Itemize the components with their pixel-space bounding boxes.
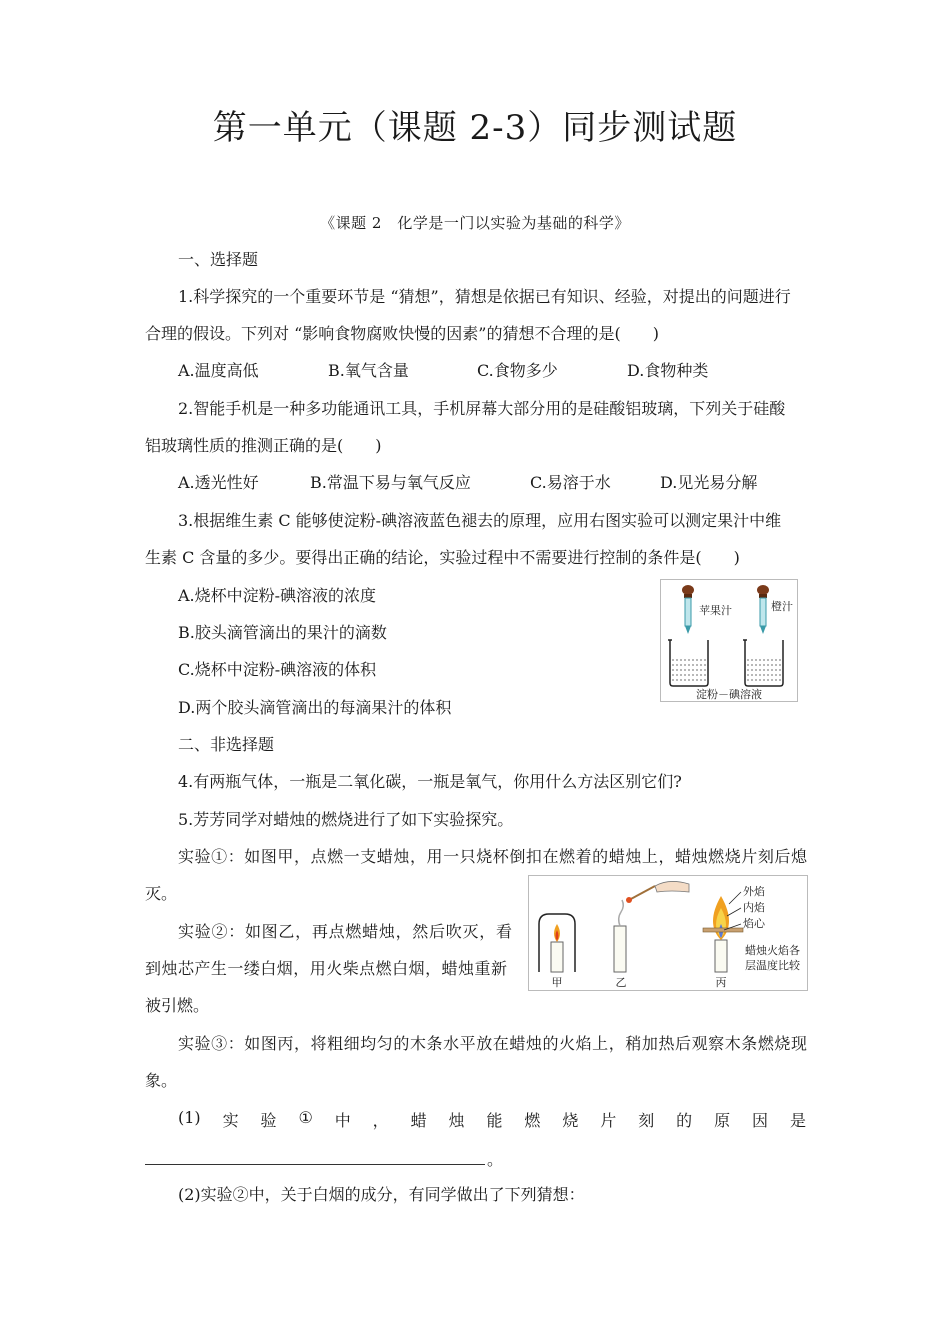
q5-exp2-line3: 被引燃。 xyxy=(145,996,210,1015)
q2-option-d: D.见光易分解 xyxy=(660,473,758,492)
q3-option-d: D.两个胶头滴管滴出的每滴果汁的体积 xyxy=(178,698,452,717)
page-title: 第一单元（课题 2-3）同步测试题 xyxy=(212,108,738,148)
label-yi: 乙 xyxy=(615,976,627,989)
right-beaker xyxy=(745,640,783,686)
q4-text: 4.有两瓶气体，一瓶是二氧化碳，一瓶是氧气，你用什么方法区别它们? xyxy=(178,772,682,791)
left-dropper-tip xyxy=(685,626,691,634)
q5-exp3-line1: 实验③：如图丙，将粗细均匀的木条水平放在蜡烛的火焰上，稍加热后观察木条燃烧现 xyxy=(178,1034,807,1053)
q2-line1: 2.智能手机是一种多功能通讯工具，手机屏幕大部分用的是硅酸铝玻璃，下列关于硅酸 xyxy=(178,399,786,418)
q5-sub2-text: (2)实验②中，关于白烟的成分，有同学做出了下列猜想： xyxy=(178,1185,585,1204)
q5-exp1-line1: 实验①：如图甲，点燃一支蜡烛，用一只烧杯倒扣在燃着的蜡烛上，蜡烛燃烧片刻后熄 xyxy=(178,847,807,866)
q3-line2: 生素 C 含量的多少。要得出正确的结论，实验过程中不需要进行控制的条件是( ) xyxy=(145,548,740,567)
q5-sub1-question: (1) 实 验 ① 中 ， 蜡 烛 能 燃 烧 片 刻 的 原 因 是 xyxy=(178,1108,806,1130)
white-smoke xyxy=(619,900,624,926)
q2-option-b: B.常温下易与氧气反应 xyxy=(310,473,471,492)
left-dropper-tube xyxy=(685,598,691,626)
q3-option-b: B.胶头滴管滴出的果汁的滴数 xyxy=(178,623,387,642)
q1-option-d: D.食物种类 xyxy=(627,361,709,380)
q1-option-c: C.食物多少 xyxy=(477,361,558,380)
right-beaker-solution xyxy=(747,660,781,680)
lesson-subtitle: 《课题 2 化学是一门以实验为基础的科学》 xyxy=(320,214,630,232)
candle-yi xyxy=(614,926,626,972)
candle-experiment-figure xyxy=(528,875,808,991)
q2-line2: 铝玻璃性质的推测正确的是( ) xyxy=(145,436,382,455)
match-stick xyxy=(629,886,655,900)
left-beaker-solution xyxy=(672,660,706,680)
label-inner-flame: 内焰 xyxy=(743,901,765,914)
label-bing: 丙 xyxy=(715,976,727,989)
label-flame-core: 焰心 xyxy=(743,917,765,930)
section-heading-choice: 一、选择题 xyxy=(178,250,259,269)
caption-line1: 蜡烛火焰各 xyxy=(745,944,800,957)
left-beaker xyxy=(670,640,708,686)
q3-line1: 3.根据维生素 C 能够使淀粉-碘溶液蓝色褪去的原理，应用右图实验可以测定果汁中维 xyxy=(178,511,782,530)
label-outer-flame: 外焰 xyxy=(743,885,765,898)
q1-line1: 1.科学探究的一个重要环节是 “猜想”，猜想是依据已有知识、经验，对提出的问题进行 xyxy=(178,287,791,306)
q3-option-c: C.烧杯中淀粉-碘溶液的体积 xyxy=(178,660,377,679)
candle-experiment-diagram xyxy=(529,876,807,990)
answer-blank-line[interactable] xyxy=(145,1164,485,1165)
right-dropper-bulb xyxy=(757,585,769,595)
caption-line2: 层温度比较 xyxy=(745,959,800,972)
right-dropper-tip xyxy=(760,626,766,634)
q5-exp2-line2: 到烛芯产生一缕白烟，用火柴点燃白烟，蜡烛重新 xyxy=(145,959,507,978)
q5-intro: 5.芳芳同学对蜡烛的燃烧进行了如下实验探究。 xyxy=(178,810,514,829)
q5-exp1-line2: 灭。 xyxy=(145,884,178,903)
left-dropper-bulb xyxy=(682,585,694,595)
candle-jia xyxy=(551,942,563,972)
juice-beaker-figure xyxy=(660,579,798,702)
right-dropper-tube xyxy=(760,598,766,626)
match-head xyxy=(626,897,632,903)
orange-juice-label: 橙汁 xyxy=(771,600,793,613)
starch-iodine-label: 淀粉－碘溶液 xyxy=(696,688,762,701)
q1-line2: 合理的假设。下列对 “影响食物腐败快慢的因素”的猜想不合理的是( ) xyxy=(145,324,659,343)
juice-beaker-diagram xyxy=(661,580,797,701)
q5-exp2-line1: 实验②：如图乙，再点燃蜡烛，然后吹灭，看 xyxy=(178,922,512,941)
q5-sub1-end: 。 xyxy=(487,1150,504,1169)
q2-option-c: C.易溶于水 xyxy=(530,473,611,492)
q1-option-a: A.温度高低 xyxy=(178,361,259,380)
q3-option-a: A.烧杯中淀粉-碘溶液的浓度 xyxy=(178,586,377,605)
q1-option-b: B.氧气含量 xyxy=(328,361,409,380)
apple-juice-label: 苹果汁 xyxy=(699,604,732,617)
left-dropper-collar xyxy=(684,594,692,598)
q2-option-a: A.透光性好 xyxy=(178,473,259,492)
right-dropper-collar xyxy=(759,594,767,598)
wooden-stick xyxy=(703,928,743,932)
label-jia: 甲 xyxy=(551,976,563,989)
candle-bing xyxy=(715,940,727,972)
q5-exp3-line2: 象。 xyxy=(145,1071,178,1090)
section-heading-nonchoice: 二、非选择题 xyxy=(178,735,275,754)
hand xyxy=(655,881,689,892)
